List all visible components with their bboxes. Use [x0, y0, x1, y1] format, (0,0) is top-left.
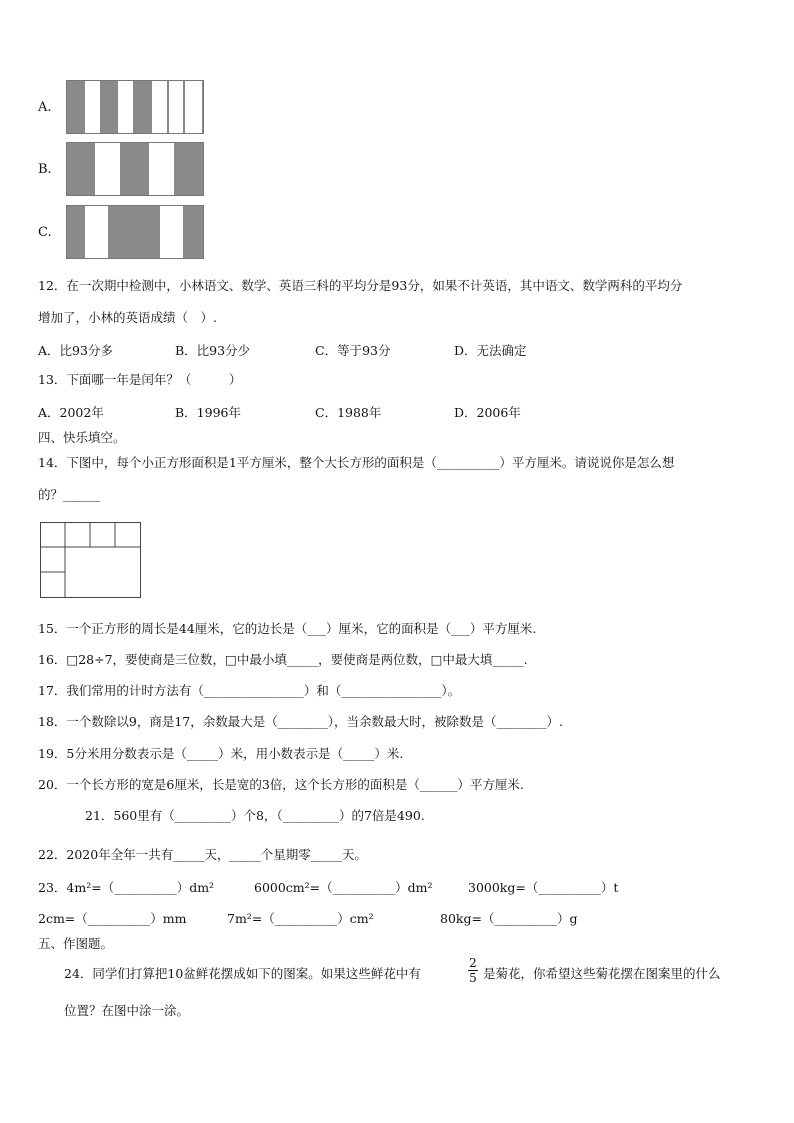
q24-fraction-numerator: 2 [469, 956, 477, 970]
q24-fraction-denominator: 5 [469, 971, 477, 985]
q12-option-c[interactable]: C．等于93分 [315, 343, 391, 358]
q18-stem: 18．一个数除以9，商是17，余数最大是（________），当余数最大时，被除数是（________）. [38, 714, 563, 729]
q12-option-d[interactable]: D．无法确定 [454, 343, 527, 358]
section-5-heading: 五、作图题。 [38, 936, 114, 951]
option-b-label: B. [38, 162, 52, 177]
q21-stem: 21．560里有（_________）个8，（_________）的7倍是490. [85, 808, 425, 823]
q20-stem: 20．一个长方形的宽是6厘米，长是宽的3倍，这个长方形的面积是（______）平方厘米. [38, 777, 524, 792]
q14-stem-line2: 的？______ [38, 487, 101, 502]
q19-stem: 19．5分米用分数表示是（_____）米，用小数表示是（_____）米. [38, 746, 404, 761]
option-b-picture [66, 142, 204, 196]
q23-item-d: 2cm=（__________）mm [38, 911, 187, 926]
q24-stem-part1: 24．同学们打算把10盆鲜花摆成如下的图案。如果这些鲜花中有 [64, 966, 421, 981]
q15-stem: 15．一个正方形的周长是44厘米，它的边长是（___）厘米，它的面积是（___）平方厘米. [38, 621, 537, 636]
q13-option-b[interactable]: B．1996年 [175, 405, 241, 420]
q12-option-a[interactable]: A．比93分多 [38, 343, 113, 358]
q12-stem-line2: 增加了，小林的英语成绩（ ）. [38, 310, 217, 325]
q24-stem-part2: 是菊花，你希望这些菊花摆在图案里的什么 [483, 966, 721, 981]
q12-stem-line1: 12．在一次期中检测中，小林语文、数学、英语三科的平均分是93分，如果不计英语，其中语文、数学两科的平均分 [38, 278, 683, 293]
option-a-picture [66, 80, 204, 134]
q14-rectangle-figure [40, 522, 142, 598]
option-a-label: A. [38, 100, 52, 115]
q24-fraction [467, 956, 479, 985]
q24-stem-line2: 位置？在图中涂一涂。 [64, 1003, 190, 1018]
option-c-picture [66, 205, 204, 259]
q13-stem: 13．下面哪一年是闰年？（ ） [38, 372, 242, 387]
q13-option-c[interactable]: C．1988年 [315, 405, 382, 420]
q17-stem: 17．我们常用的计时方法有（________________）和（________________）。 [38, 683, 461, 698]
section-4-heading: 四、快乐填空。 [38, 430, 126, 445]
q16-stem: 16．□28÷7，要使商是三位数，□中最小填_____，要使商是两位数，□中最大填_____. [38, 652, 528, 667]
q12-option-b[interactable]: B．比93分少 [175, 343, 251, 358]
q23-item-a: 23．4m²=（__________）dm² [38, 880, 215, 895]
q23-item-c: 3000kg=（__________）t [468, 880, 619, 895]
q13-option-d[interactable]: D．2006年 [454, 405, 521, 420]
q23-item-f: 80kg=（__________）g [440, 911, 578, 926]
q14-stem-line1: 14．下图中，每个小正方形面积是1平方厘米，整个大长方形的面积是（__________）平方厘米。请说说你是怎么想 [38, 455, 675, 470]
q22-stem: 22．2020年全年一共有_____天，_____个星期零_____天。 [38, 847, 367, 862]
q23-item-e: 7m²=（__________）cm² [227, 911, 374, 926]
q13-option-a[interactable]: A．2002年 [38, 405, 104, 420]
option-c-label: C. [38, 225, 52, 240]
q23-item-b: 6000cm²=（__________）dm² [254, 880, 433, 895]
